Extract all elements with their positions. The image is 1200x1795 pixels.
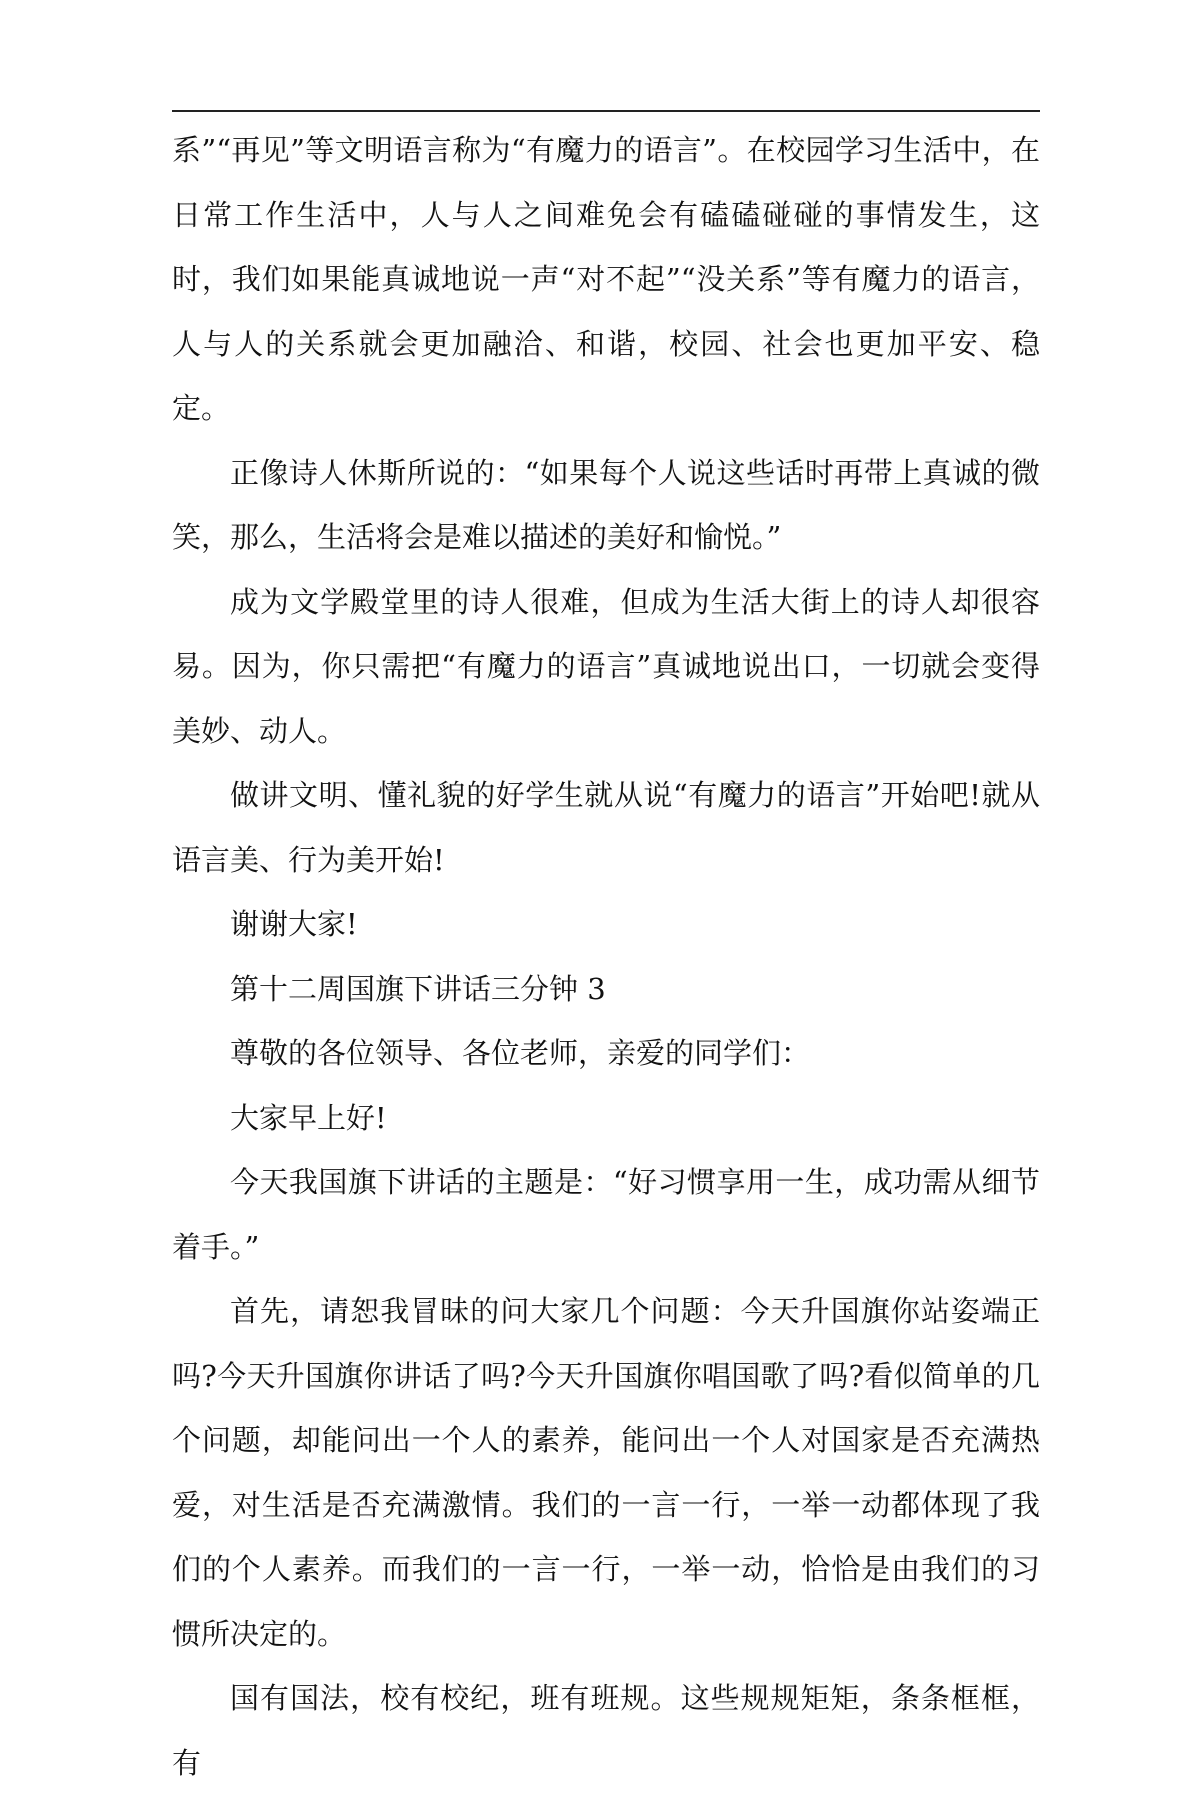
section-title: 第十二周国旗下讲话三分钟 3 bbox=[230, 971, 606, 1006]
paragraph: 今天我国旗下讲话的主题是：“好习惯享用一生，成功需从细节着手。” bbox=[172, 1165, 1040, 1264]
header-rule bbox=[172, 110, 1040, 112]
paragraph: 做讲文明、懂礼貌的好学生就从说“有魔力的语言”开始吧!就从语言美、行为美开始! bbox=[172, 778, 1040, 877]
document-body bbox=[172, 118, 1040, 1795]
paragraph: 成为文学殿堂里的诗人很难，但成为生活大街上的诗人却很容易。因为，你只需把“有魔力的语言”真诚地说出口，一切就会变得美妙、动人。 bbox=[172, 584, 1040, 748]
paragraph: 国有国法，校有校纪，班有班规。这些规规矩矩，条条框框，有 bbox=[172, 1681, 1040, 1780]
greeting: 大家早上好! bbox=[230, 1100, 387, 1135]
paragraph-thanks: 谢谢大家! bbox=[230, 907, 358, 941]
paragraph: 首先，请恕我冒昧的问大家几个问题：今天升国旗你站姿端正吗?今天升国旗你讲话了吗?今天升国旗你唱国歌了吗?看似简单的几个问题，却能问出一个人的素养，能问出一个人对国家是否充满热爱，对生活是否充满激情。我们的一言一行，一举一动都体现了我们的个人素养。而我们的一言一行，一举一动，恰恰是由我们的习惯所决定的。 bbox=[172, 1294, 1040, 1651]
paragraph-continuation: 系”“再见”等文明语言称为“有魔力的语言”。在校园学习生活中，在日常工作生活中，人与人之间难免会有磕磕碰碰的事情发生，这时，我们如果能真诚地说一声“对不起”“没关系”等有魔力的语言，人与人的关系就会更加融洽、和谐，校园、社会也更加平安、稳定。 bbox=[172, 133, 1040, 425]
paragraph: 正像诗人休斯所说的：“如果每个人说这些话时再带上真诚的微笑，那么，生活将会是难以描述的美好和愉悦。” bbox=[172, 455, 1040, 554]
salutation: 尊敬的各位领导、各位老师，亲爱的同学们： bbox=[230, 1036, 811, 1070]
